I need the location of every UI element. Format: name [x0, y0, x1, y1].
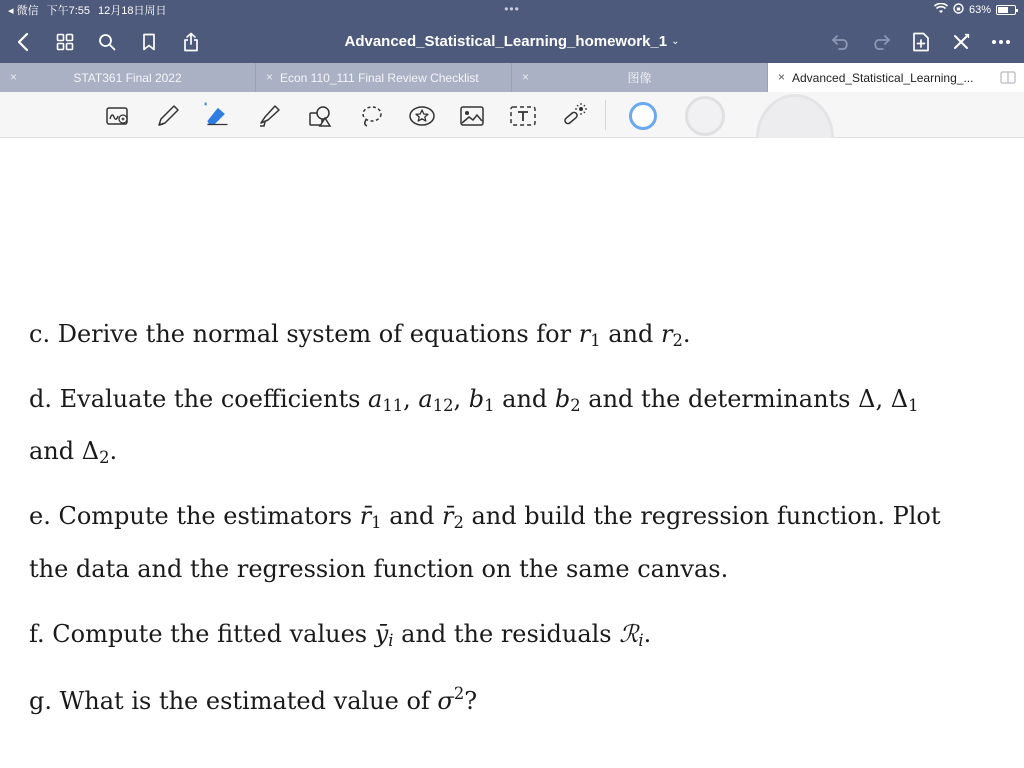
math-subscript: 11	[382, 396, 404, 416]
tab-bar	[0, 63, 1024, 92]
handwriting-mode-icon[interactable]	[104, 102, 132, 130]
math-subscript: 2	[453, 513, 464, 533]
question-d-line1	[29, 385, 918, 415]
shapes-tool-icon[interactable]	[306, 102, 334, 130]
question-e-line1	[29, 502, 941, 532]
tab-image[interactable]	[512, 63, 768, 92]
color-swatch[interactable]	[685, 96, 725, 136]
close-toolbar-icon[interactable]	[950, 31, 972, 53]
math-r-bar: r̄	[359, 502, 372, 530]
text-and: and	[29, 437, 82, 465]
question-f	[29, 620, 651, 650]
pen-tool-icon[interactable]	[154, 102, 182, 130]
comma: ,	[453, 385, 469, 413]
math-a: a	[418, 385, 433, 413]
question-c-text: c. Derive the normal system of equations for	[29, 320, 579, 348]
period: .	[109, 437, 118, 465]
math-b: b	[554, 385, 571, 413]
comma: ,	[403, 385, 419, 413]
orientation-lock-icon	[953, 3, 964, 17]
multitasking-dots[interactable]: •••	[504, 2, 520, 16]
text-and: and	[381, 502, 442, 530]
math-subscript: 1	[908, 396, 919, 416]
tab-stat361[interactable]	[0, 63, 256, 92]
math-y-bar: ȳ	[374, 620, 389, 648]
tab-close-icon[interactable]: ×	[10, 70, 18, 84]
tab-close-icon[interactable]: ×	[522, 70, 530, 84]
math-sigma: σ	[437, 686, 454, 715]
math-subscript: i	[388, 631, 394, 651]
back-chevron-icon[interactable]	[12, 31, 34, 53]
status-time: 下午7:55	[46, 5, 90, 17]
status-date: 12月18日周日	[98, 5, 167, 17]
math-a: a	[368, 385, 383, 413]
question-e-text-rest: and build the regression function. Plot	[463, 502, 941, 530]
math-r-bar: r̄	[441, 502, 454, 530]
question-mark: ?	[464, 686, 478, 715]
math-subscript: 1	[484, 396, 495, 416]
battery-icon	[996, 5, 1016, 15]
question-f-text: f. Compute the fitted values	[29, 620, 375, 648]
math-r: r	[660, 320, 673, 348]
image-tool-icon[interactable]	[458, 102, 486, 130]
math-subscript: i	[638, 631, 644, 651]
toolbar-divider	[605, 100, 606, 130]
question-f-text-mid: and the residuals	[393, 620, 620, 648]
share-icon[interactable]	[180, 31, 202, 53]
split-view-icon[interactable]	[1000, 71, 1016, 87]
tab-close-icon[interactable]: ×	[266, 70, 274, 84]
more-options-icon[interactable]	[990, 31, 1012, 53]
math-subscript: 2	[99, 448, 110, 468]
redo-icon[interactable]	[870, 31, 892, 53]
math-subscript: 1	[371, 513, 382, 533]
undo-icon[interactable]	[830, 31, 852, 53]
question-d-line2	[29, 437, 117, 467]
document-page[interactable]	[0, 139, 1024, 768]
period: .	[643, 620, 652, 648]
math-superscript: 2	[453, 684, 465, 703]
document-title-text: Advanced_Statistical_Learning_homework_1	[344, 33, 668, 50]
math-delta: Δ	[890, 385, 909, 413]
tab-label: STAT361 Final 2022	[73, 70, 182, 85]
wifi-icon	[934, 3, 948, 17]
search-icon[interactable]	[96, 31, 118, 53]
eraser-tool-icon[interactable]	[203, 100, 231, 128]
question-e-line2	[29, 555, 728, 583]
tab-label: 图像	[627, 71, 652, 85]
math-delta: Δ	[858, 385, 876, 413]
math-r: r	[578, 320, 591, 348]
add-page-icon[interactable]	[910, 31, 932, 53]
question-g	[29, 684, 477, 715]
text-and: and	[600, 320, 661, 348]
question-c	[29, 320, 690, 350]
question-e-text-line2: the data and the regression function on the same canvas.	[29, 555, 729, 583]
grid-icon[interactable]	[54, 31, 76, 53]
document-title[interactable]	[344, 33, 679, 50]
tab-close-icon[interactable]: ×	[778, 70, 786, 84]
title-chevron-icon: ⌄	[671, 36, 680, 47]
tab-label: Advanced_Statistical_Learning_...	[792, 70, 974, 85]
battery-percent: 63%	[968, 4, 991, 16]
text-and: and	[494, 385, 555, 413]
math-b: b	[468, 385, 485, 413]
question-d-text: d. Evaluate the coefficients	[29, 385, 369, 413]
tab-econ-110[interactable]	[256, 63, 512, 92]
color-swatch-selected[interactable]	[629, 102, 657, 130]
question-e-text: e. Compute the estimators	[29, 502, 360, 530]
question-d-text-mid: and the determinants	[580, 385, 859, 413]
math-delta: Δ	[81, 437, 100, 465]
tab-advanced-statistical-learning[interactable]	[768, 63, 1024, 92]
lasso-tool-icon[interactable]	[357, 102, 385, 130]
back-to-app-link[interactable]: ◂ 微信	[8, 5, 39, 17]
text-tool-icon[interactable]	[509, 102, 537, 130]
question-g-text: g. What is the estimated value of	[29, 686, 438, 715]
bookmark-icon[interactable]	[138, 31, 160, 53]
math-subscript: 2	[672, 331, 683, 351]
highlighter-tool-icon[interactable]	[255, 102, 283, 130]
laser-pointer-icon[interactable]	[560, 102, 588, 130]
tab-label: Econ 110_111 Final Review Checklist	[280, 70, 479, 85]
status-bar	[0, 0, 1024, 20]
math-subscript: 1	[590, 331, 601, 351]
math-subscript: 2	[570, 396, 581, 416]
comma: ,	[875, 385, 891, 413]
sticker-tool-icon[interactable]	[408, 102, 436, 130]
math-subscript: 12	[432, 396, 454, 416]
math-script-r: ℛ	[619, 620, 639, 648]
navigation-bar	[0, 20, 1024, 63]
period: .	[682, 320, 691, 348]
